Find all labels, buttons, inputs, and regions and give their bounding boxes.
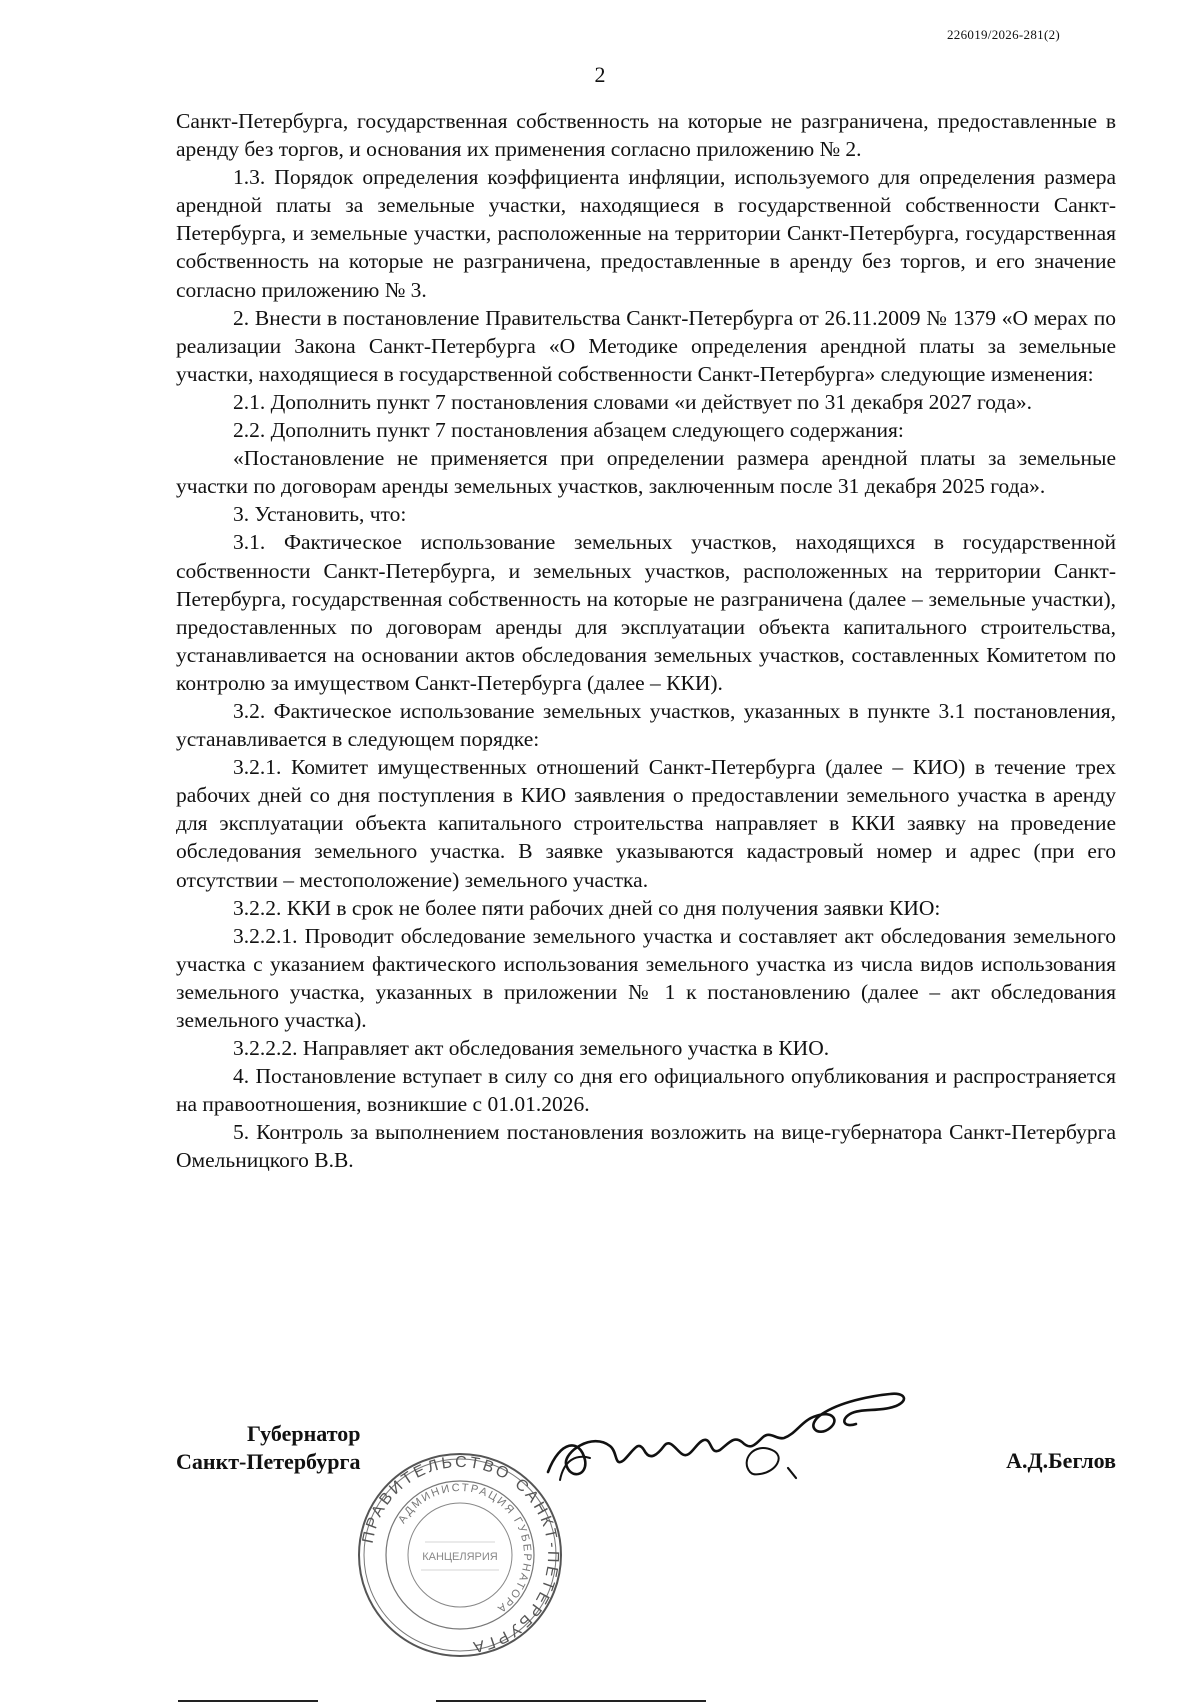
paragraph: 4. Постановление вступает в силу со дня его официального опубликования и распространяется на правоотношения, возникшие с 01.01.2026. bbox=[176, 1064, 1116, 1117]
signatory-title-line: Губернатор bbox=[247, 1421, 361, 1446]
paragraph: 2.1. Дополнить пункт 7 постановления словами «и действует по 31 декабря 2027 года». bbox=[233, 389, 1033, 414]
signatory-title-line: Санкт-Петербурга bbox=[176, 1449, 361, 1474]
official-seal-stamp bbox=[355, 1450, 565, 1660]
bottom-rule-left bbox=[178, 1700, 318, 1702]
handwritten-signature bbox=[540, 1380, 940, 1490]
paragraph: Санкт-Петербурга, государственная собственность на которые не разграничена, предоставленные в аренду без торгов, и основания их применения согласно приложению № 2. bbox=[176, 109, 1116, 162]
svg-text:АДМИНИСТРАЦИЯ ГУБЕРНАТОРА: АДМИНИСТРАЦИЯ ГУБЕРНАТОРА bbox=[396, 1481, 534, 1616]
paragraph: 5. Контроль за выполнением постановления возложить на вице-губернатора Санкт-Петербурга Омельницкого В.В. bbox=[176, 1120, 1116, 1173]
paragraph: 1.3. Порядок определения коэффициента инфляции, используемого для определения размера арендной платы за земельные участки, находящиеся в государственной собственности Санкт-Петербурга, и земельные участки, расположенные на территории Санкт-Петербурга, государственная собственность на которые не разграничена, предоставленные в аренду без торгов, и его значение согласно приложению № 3. bbox=[176, 165, 1116, 302]
paragraph: 3. Установить, что: bbox=[233, 502, 407, 527]
paragraph: «Постановление не применяется при определении размера арендной платы за земельные участки по договорам аренды земельных участков, заключенным после 31 декабря 2025 года». bbox=[176, 446, 1116, 499]
svg-text:ПРАВИТЕЛЬСТВО САНКТ-ПЕТЕРБУРГА: ПРАВИТЕЛЬСТВО САНКТ-ПЕТЕРБУРГА bbox=[359, 1453, 562, 1656]
signatory-name: А.Д.Беглов bbox=[1006, 1448, 1116, 1473]
document-body bbox=[176, 107, 1116, 1175]
svg-text:КАНЦЕЛЯРИЯ: КАНЦЕЛЯРИЯ bbox=[422, 1551, 498, 1563]
paragraph: 3.1. Фактическое использование земельных участков, находящихся в государственной собственности Санкт-Петербурга, и земельных участков, расположенных на территории Санкт-Петербурга, государственная собственность на которые не разграничена (далее – земельные участки), предоставленных по договорам аренды для эксплуатации объекта капитального строительства, устанавливается на основании актов обследования земельных участков, составленных Комитетом по контролю за имуществом Санкт-Петербурга (далее – ККИ). bbox=[176, 530, 1116, 695]
signatory-title bbox=[176, 1420, 360, 1476]
paragraph: 3.2.2. ККИ в срок не более пяти рабочих дней со дня получения заявки КИО: bbox=[233, 895, 941, 920]
paragraph: 3.2.1. Комитет имущественных отношений Санкт-Петербурга (далее – КИО) в течение трех рабочих дней со дня поступления в КИО заявления о предоставлении земельного участка в аренду для эксплуатации объекта капитального строительства направляет в ККИ заявку на проведение обследования земельного участка. В заявке указываются кадастровый номер и адрес (при его отсутствии – местоположение) земельного участка. bbox=[176, 755, 1116, 892]
paragraph: 3.2.2.2. Направляет акт обследования земельного участка в КИО. bbox=[233, 1036, 830, 1061]
page-number: 2 bbox=[594, 62, 606, 87]
document-id: 226019/2026-281(2) bbox=[947, 27, 1060, 42]
paragraph: 3.2. Фактическое использование земельных участков, указанных в пункте 3.1 постановления, устанавливается в следующем порядке: bbox=[176, 698, 1116, 752]
paragraph: 2.2. Дополнить пункт 7 постановления абзацем следующего содержания: bbox=[233, 418, 904, 443]
bottom-rule-right bbox=[436, 1700, 706, 1702]
paragraph: 3.2.2.1. Проводит обследование земельного участка и составляет акт обследования земельного участка с указанием фактического использования земельного участка из числа видов использования земельного участка, указанных в приложении № 1 к постановлению (далее – акт обследования земельного участка). bbox=[176, 923, 1116, 1032]
paragraph: 2. Внести в постановление Правительства Санкт-Петербурга от 26.11.2009 № 1379 «О мерах по реализации Закона Санкт-Петербурга «О Методике определения арендной платы за земельные участки, находящиеся в государственной собственности Санкт-Петербурга» следующие изменения: bbox=[176, 305, 1116, 386]
